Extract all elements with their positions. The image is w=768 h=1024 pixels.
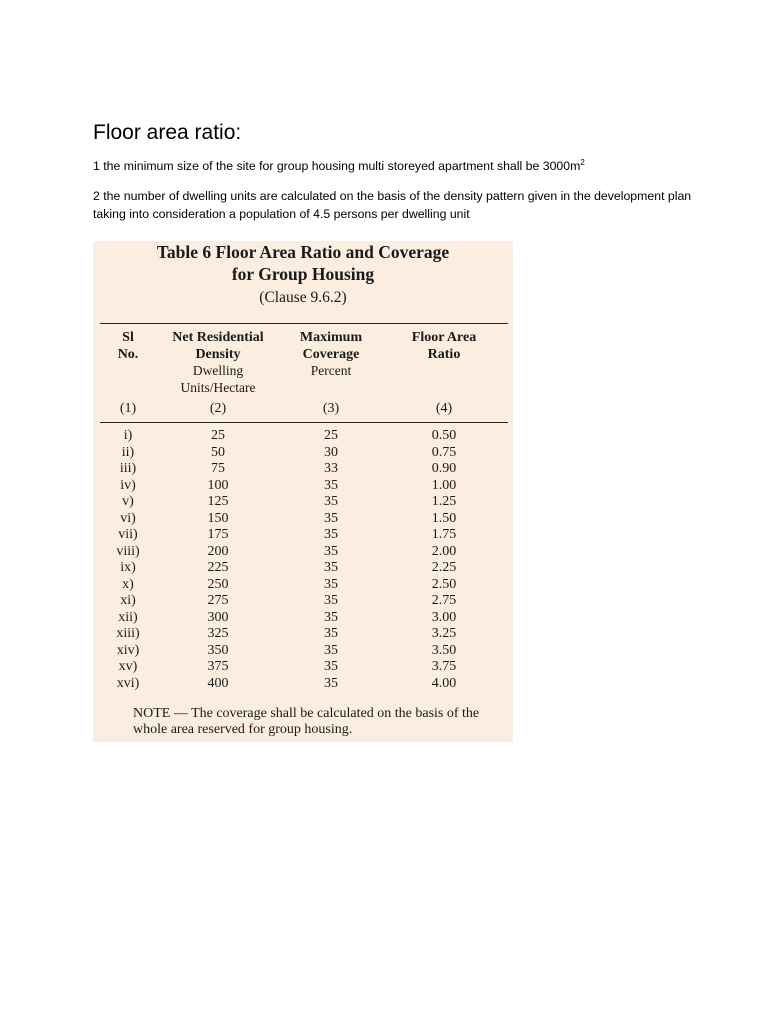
coverage-cell: 35 [324, 527, 338, 542]
sl-no-cell: viii) [116, 543, 140, 559]
table-row [93, 445, 513, 462]
sl-no-cell: xv) [118, 659, 138, 674]
header-net-residential-density [158, 330, 278, 396]
density-cell: 100 [207, 477, 229, 493]
table-row [93, 478, 513, 495]
header-sl-line-1: Sl [122, 330, 134, 345]
header-far-line-1: Floor Area [411, 330, 477, 345]
sl-no-cell: xiii) [116, 626, 140, 641]
coverage-cell: 35 [324, 477, 338, 493]
table-header-rule [100, 422, 508, 423]
floor-area-ratio-cell: 2.50 [431, 576, 457, 592]
point-1-text: 1 the minimum size of the site for group housing multi storeyed apartment shall be 3000m [93, 159, 581, 173]
floor-area-ratio-cell: 3.25 [431, 626, 457, 641]
sl-no-cell: ii) [121, 444, 135, 460]
floor-area-ratio-cell: 0.75 [431, 444, 457, 460]
page-heading: Floor area ratio: [93, 121, 242, 144]
coverage-cell: 35 [324, 560, 338, 575]
sl-no-cell: xi) [120, 593, 136, 608]
table-title-line-2: for Group Housing [231, 264, 375, 284]
header-far-line-2: Ratio [427, 346, 461, 362]
table-row [93, 659, 513, 676]
header-density-line-1: Net Residential [172, 330, 264, 345]
floor-area-ratio-table [93, 241, 513, 742]
header-sl-line-2: No. [117, 346, 139, 362]
column-number-2: (2) [209, 401, 227, 416]
sl-no-cell: xvi) [116, 675, 140, 691]
sl-no-cell: iii) [119, 461, 137, 476]
sl-no-cell: i) [123, 428, 133, 443]
floor-area-ratio-cell: 2.25 [431, 560, 457, 575]
sl-no-cell: vii) [118, 527, 138, 542]
density-cell: 400 [207, 675, 229, 691]
table-row [93, 544, 513, 561]
header-sl-no [95, 330, 161, 363]
point-2-paragraph: 2 the number of dwelling units are calculated on the basis of the density pattern given in the development plan taking into consideration a population of 4.5 persons per dwelling unit [93, 189, 692, 221]
table-row [93, 428, 513, 445]
floor-area-ratio-cell: 4.00 [431, 675, 457, 691]
density-cell: 325 [207, 626, 229, 641]
table-title-line-1: Table 6 Floor Area Ratio and Coverage [156, 242, 450, 262]
table-row [93, 676, 513, 693]
floor-area-ratio-cell: 1.25 [431, 494, 457, 509]
coverage-cell: 35 [324, 675, 338, 691]
density-cell: 300 [207, 609, 229, 625]
coverage-cell: 35 [324, 609, 338, 625]
column-number-1: (1) [119, 401, 137, 416]
table-row [93, 643, 513, 660]
density-cell: 375 [207, 659, 229, 674]
header-coverage-line-1: Maximum [299, 330, 363, 345]
table-row [93, 593, 513, 610]
coverage-cell: 35 [324, 510, 338, 526]
coverage-cell: 25 [324, 428, 338, 443]
density-cell: 50 [211, 444, 225, 460]
sl-no-cell: iv) [120, 477, 136, 493]
floor-area-ratio-cell: 1.50 [431, 510, 457, 526]
floor-area-ratio-cell: 2.75 [431, 593, 457, 608]
point-1-superscript: 2 [580, 158, 585, 167]
column-number-3: (3) [322, 401, 340, 416]
density-cell: 25 [211, 428, 225, 443]
density-cell: 150 [207, 510, 229, 526]
density-cell: 125 [207, 494, 229, 509]
floor-area-ratio-cell: 3.50 [431, 642, 457, 658]
header-density-line-2: Density [195, 346, 241, 362]
coverage-cell: 35 [324, 576, 338, 592]
table-row [93, 560, 513, 577]
floor-area-ratio-cell: 3.75 [431, 659, 457, 674]
floor-area-ratio-cell: 0.90 [431, 461, 457, 476]
sl-no-cell: xiv) [116, 642, 140, 658]
coverage-cell: 35 [324, 543, 338, 559]
density-cell: 225 [207, 560, 229, 575]
sl-no-cell: ix) [120, 560, 136, 575]
header-density-line-3: Dwelling [192, 363, 244, 378]
column-number-4: (4) [435, 401, 453, 416]
table-note: NOTE — The coverage shall be calculated on the basis of the whole area reserved for group housing. [133, 706, 480, 737]
density-cell: 275 [207, 593, 229, 608]
header-coverage-line-3: Percent [310, 363, 352, 378]
table-row [93, 577, 513, 594]
table-row [93, 527, 513, 544]
header-maximum-coverage [278, 330, 384, 380]
point-1-paragraph [93, 157, 693, 175]
sl-no-cell: v) [122, 494, 134, 509]
floor-area-ratio-cell: 1.75 [431, 527, 457, 542]
table-row [93, 610, 513, 627]
coverage-cell: 30 [324, 444, 338, 460]
density-cell: 250 [207, 576, 229, 592]
floor-area-ratio-cell: 1.00 [431, 477, 457, 493]
header-coverage-line-2: Coverage [302, 346, 360, 362]
header-floor-area-ratio [389, 330, 499, 363]
table-row [93, 461, 513, 478]
coverage-cell: 35 [324, 494, 338, 509]
table-row [93, 494, 513, 511]
table-top-rule [100, 323, 508, 324]
coverage-cell: 35 [324, 659, 338, 674]
sl-no-cell: x) [122, 576, 134, 592]
table-row [93, 511, 513, 528]
sl-no-cell: xii) [118, 609, 138, 625]
density-cell: 200 [207, 543, 229, 559]
density-cell: 175 [207, 527, 229, 542]
density-cell: 350 [207, 642, 229, 658]
density-cell: 75 [211, 461, 225, 476]
table-clause: (Clause 9.6.2) [259, 289, 347, 306]
header-density-line-4: Units/Hectare [180, 379, 256, 395]
floor-area-ratio-cell: 2.00 [431, 543, 457, 559]
sl-no-cell: vi) [120, 510, 136, 526]
floor-area-ratio-cell: 0.50 [431, 428, 457, 443]
coverage-cell: 35 [324, 626, 338, 641]
floor-area-ratio-cell: 3.00 [431, 609, 457, 625]
table-row [93, 626, 513, 643]
coverage-cell: 35 [324, 642, 338, 658]
coverage-cell: 35 [324, 593, 338, 608]
coverage-cell: 33 [324, 461, 338, 476]
table-body [93, 428, 513, 692]
